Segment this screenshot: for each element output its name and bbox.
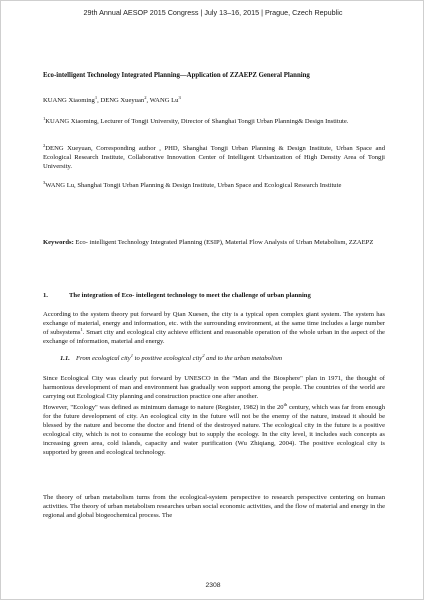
body-paragraph (43, 403, 385, 458)
author-name: WANG Lu (149, 97, 179, 104)
affiliation-superscript: 2 (43, 142, 46, 148)
subsection-superscript: 1 (130, 352, 133, 358)
subsection-title: From ecological city (76, 355, 131, 362)
paper-title: Eco-intelligent Technology Integrated Planning—Application of ZZAEPZ General Planning (43, 72, 310, 79)
body-paragraph: Since Ecological City was clearly put forward by UNESCO in the "Man and the Biosphere" plan in 1971, the thought of harmonious development of man and environment has gradually won support among the people. The countries of the world are carrying out Ecological City planning and construction practice one after another. (43, 375, 385, 401)
affiliation-2 (43, 144, 385, 171)
subsection-number: 1.1. (60, 355, 70, 362)
body-paragraph: The theory of urban metabolism turns from the ecological-system perspective to research perspective centering on human activities. The theory of urban metabolism researches urban social economic activities, and the flow of material and energy in the regional and global biogeochemical process. The (43, 494, 385, 520)
paragraph-superscript: 1 (80, 327, 83, 332)
section-number: 1. (43, 292, 48, 299)
subsection-title: to positive ecological city (132, 355, 203, 362)
paragraph-text: century, which was far from enough for the future development of city. An ecological city in the future will not be the enemy of the nature, instead it should be blessed by the nature and become the doctor and friend of the destroyed nature. The ecological city in the future is a positive ecological city, which is not to consume the ecology but to supply the ecology. In the city level, it includes such concepts as increasing green area, cold islands, capacity and water purification (Wu Zhiqiang, 2004). The positive ecological city is supported by green and ecological technology. (43, 404, 385, 457)
author-line (43, 96, 385, 105)
affiliation-1 (43, 117, 385, 126)
author-separator: , (146, 97, 150, 104)
author-superscript: 2 (144, 94, 147, 100)
section-title: The integration of Eco- intellegent technology to meet the challenge of urban planning (69, 292, 311, 299)
affiliation-text: WANG Lu, Shanghai Tongji Urban Planning & Design Institute, Urban Space and Ecological Research Institute (45, 182, 342, 189)
author-separator: , (97, 97, 101, 104)
paragraph-text: However, "Ecology" was defined as minimum damage to nature (Register, 1982) in the 20 (43, 404, 284, 411)
author-superscript: 1 (94, 94, 98, 100)
affiliation-superscript: 3 (43, 179, 46, 185)
affiliation-text: KUANG Xiaoming, Lecturer of Tongji University, Director of Shanghai Tongji Urban Planning& Design Institute. (45, 118, 349, 125)
keywords-label: Keywords: (43, 239, 74, 246)
subsection-superscript: 2 (202, 352, 205, 358)
conference-header: 29th Annual AESOP 2015 Congress | July 13–16, 2015 | Prague, Czech Republic (83, 8, 343, 17)
subsection-title: and to the urban metabolism (204, 355, 282, 362)
subsection-heading (60, 354, 380, 363)
keywords-text: Eco- intelligent Technology Integrated Planning (ESIP), Material Flow Analysis of Urban Metabolism, ZZAEPZ (73, 239, 374, 246)
author-name: KUANG Xiaoming (43, 97, 95, 104)
paragraph-superscript: th (283, 401, 288, 407)
affiliation-3 (43, 181, 385, 190)
paragraph-text: According to the system theory put forward by Qian Xuesen, the city is a typical open complex giant system. The system has exchange of material, energy and information, etc. with the surrounding environment, at the same time includes a large number of subsystems (43, 311, 385, 337)
affiliation-superscript: 1 (43, 115, 46, 121)
paragraph-text: . Smart city and ecological city achieve efficient and reasonable operation of the whole urban in the aspect of the exchange of information, material and energy. (43, 329, 385, 346)
author-superscript: 3 (178, 94, 181, 100)
author-name: DENG Xueyuan (100, 97, 145, 104)
affiliation-text: DENG Xueyuan, Corresponding author , PHD, Shanghai Tongji Urban Planning & Design Institute, Urban Space and Ecological Research Institute, Collaborative Innovation Center of Intelligent Urbanization of High Density Area of Tongji University. (43, 145, 385, 171)
keywords (43, 237, 385, 249)
page-number: 2308 (205, 582, 221, 589)
section-heading (43, 291, 385, 300)
body-paragraph (43, 310, 385, 346)
